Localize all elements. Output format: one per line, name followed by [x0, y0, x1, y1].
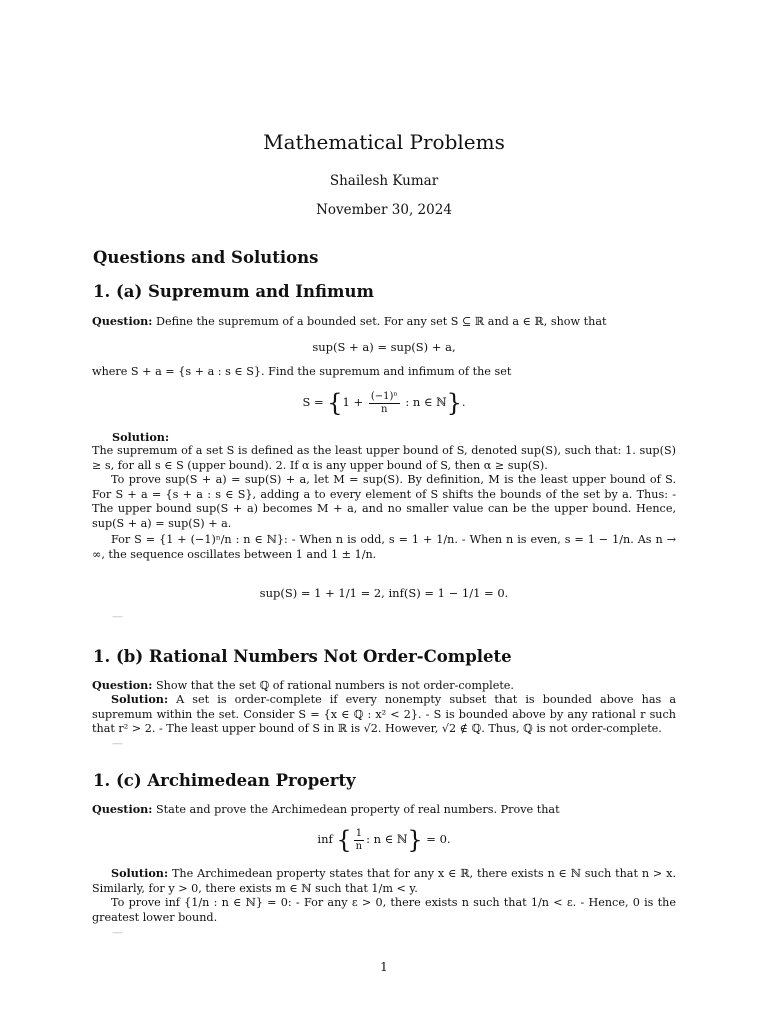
right-brace: }: [446, 389, 462, 417]
problem-c-question: [92, 802, 676, 818]
separator-a: —: [112, 610, 123, 623]
solution-c-p1-text: The Archimedean property states that for any x ∈ ℝ, there exists n ∈ ℕ such that n > x. Similarly, for y > 0, there exists m ∈ ℕ such that 1/m < y.: [92, 867, 676, 895]
separator-c: —: [112, 926, 123, 939]
solution-a-p2: To prove sup(S + a) = sup(S) + a, let M = sup(S). By definition, M is the least upper bound of S. For S + a = {s + a : s ∈ S}, adding a to every element of S shifts the bounds of the set by a. Thus: - The upper bound sup(S + a) becomes M + a, and no smaller value can be the upper bound. Hence, sup(S + a) = sup(S) + a.: [92, 473, 676, 530]
document-author: Shailesh Kumar: [329, 173, 439, 189]
eq-inf-end: = 0.: [426, 832, 451, 846]
right-brace: }: [407, 826, 423, 854]
document-title: Mathematical Problems: [263, 130, 505, 154]
document-date: November 30, 2024: [316, 202, 452, 218]
eq2-prefix: S =: [302, 395, 324, 409]
question-label: Question:: [92, 678, 153, 692]
equation-sup-shift: sup(S + a) = sup(S) + a,: [312, 340, 456, 354]
separator-b: —: [112, 737, 123, 750]
section-heading-questions: Questions and Solutions: [93, 248, 319, 267]
solution-a-p3: For S = {1 + (−1)ⁿ/n : n ∈ ℕ}: - When n is odd, s = 1 + 1/n. - When n is even, s = 1 − 1/n. As n → ∞, the sequence oscillates between 1 and 1 ± 1/n.: [92, 533, 676, 561]
question-text: Show that the set ℚ of rational numbers is not order-complete.: [156, 679, 514, 692]
eq2-denominator: n: [381, 403, 388, 415]
left-brace: {: [336, 826, 352, 854]
eq-inf-fraction: [354, 828, 364, 853]
solution-label-c: Solution:: [111, 866, 169, 880]
question-text: Define the supremum of a bounded set. For any set S ⊆ ℝ and a ∈ ℝ, show that: [156, 315, 607, 328]
eq2-fraction: [369, 391, 400, 416]
page-number: 1: [380, 960, 388, 974]
eq-inf-numerator: 1: [355, 827, 363, 839]
left-brace: {: [327, 389, 343, 417]
eq2-suffix: : n ∈ ℕ: [405, 395, 447, 409]
problem-a-question: [92, 314, 676, 330]
problem-a-where: where S + a = {s + a : s ∈ S}. Find the supremum and infimum of the set: [92, 365, 512, 378]
solution-label-b: Solution:: [111, 692, 169, 706]
question-label: Question:: [92, 802, 153, 816]
eq-inf-prefix: inf: [317, 832, 333, 846]
problem-b-solution: [92, 692, 676, 737]
question-text: State and prove the Archimedean property of real numbers. Prove that: [156, 803, 560, 816]
equation-sup-inf: sup(S) = 1 + 1/1 = 2, inf(S) = 1 − 1/1 = 0.: [259, 586, 509, 600]
solution-label-a: Solution:: [112, 430, 170, 444]
eq-inf-suffix: : n ∈ ℕ: [366, 832, 408, 846]
equation-set-s: [0, 389, 768, 417]
problem-c-heading: 1. (c) Archimedean Property: [93, 771, 356, 790]
eq2-one-plus: 1 +: [342, 395, 364, 409]
question-label: Question:: [92, 314, 153, 328]
eq2-end: .: [461, 395, 466, 409]
problem-a-heading: 1. (a) Supremum and Infimum: [93, 282, 374, 301]
eq2-numerator: (−1)ⁿ: [370, 390, 398, 402]
eq-inf-denominator: n: [355, 840, 363, 852]
solution-a-p1: The supremum of a set S is defined as the least upper bound of S, denoted sup(S), such that: 1. sup(S) ≥ s, for all s ∈ S (upper bound). 2. If α is any upper bound of S, then α ≥ sup(S).: [92, 444, 676, 472]
solution-c-p2: To prove inf {1/n : n ∈ ℕ} = 0: - For any ε > 0, there exists n such that 1/n < ε. - Hence, 0 is the greatest lower bound.: [92, 896, 676, 924]
equation-inf: [0, 826, 768, 854]
solution-b-text: A set is order-complete if every nonempty subset that is bounded above has a supremum within the set. Consider S = {x ∈ ℚ : x² < 2}. - S is bounded above by any rational r such that r² > 2. - The least upper bound of S in ℝ is √2. However, √2 ∉ ℚ. Thus, ℚ is not order-complete.: [92, 693, 676, 736]
problem-b-heading: 1. (b) Rational Numbers Not Order-Complete: [93, 647, 512, 666]
problem-c-solution-p1: [92, 866, 676, 896]
